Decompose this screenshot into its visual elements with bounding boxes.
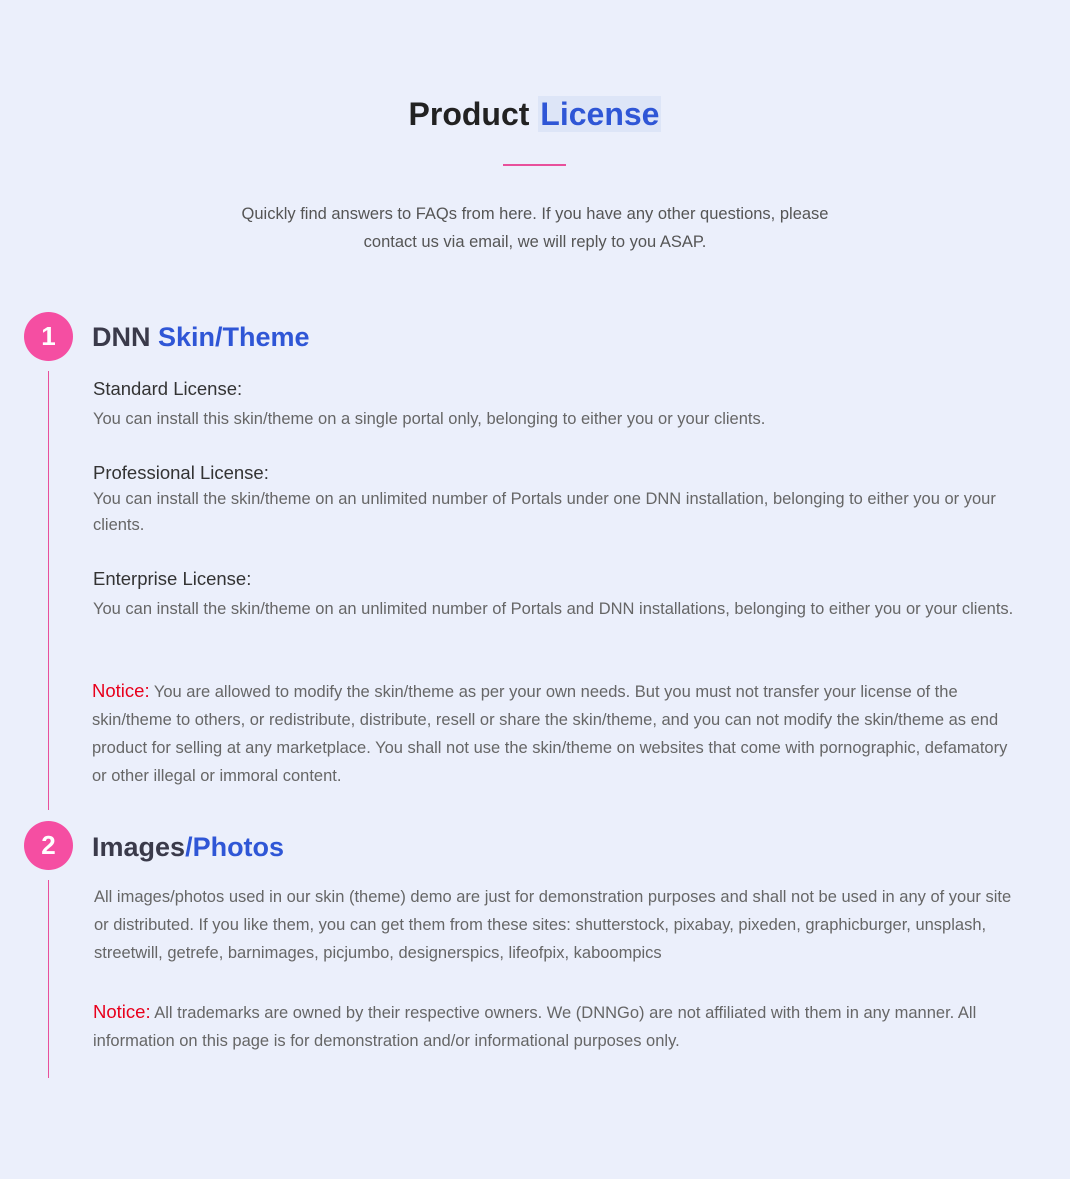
standard-license-text: You can install this skin/theme on a single portal only, belonging to either you or your clients. bbox=[93, 410, 766, 428]
section-title-main: DNN bbox=[92, 322, 151, 352]
section-title-accent: /Photos bbox=[185, 832, 285, 862]
section-timeline-line bbox=[48, 880, 49, 1078]
section-title-skin-theme bbox=[92, 319, 310, 355]
professional-license-heading: Professional License: bbox=[93, 462, 269, 483]
notice-label: Notice: bbox=[93, 1001, 151, 1022]
trademark-notice bbox=[93, 998, 1018, 1055]
professional-license-text: You can install the skin/theme on an unlimited number of Portals under one DNN installation, belonging to either you or your clients. bbox=[93, 490, 996, 534]
notice-text: All trademarks are owned by their respective owners. We (DNNGo) are not affiliated with them in any manner. All information on this page is for demonstration and/or informational purposes only. bbox=[93, 1004, 977, 1050]
page-title bbox=[0, 92, 1070, 136]
notice-label: Notice: bbox=[92, 680, 150, 701]
intro-text bbox=[185, 200, 885, 256]
title-divider bbox=[503, 164, 566, 166]
images-body-text: All images/photos used in our skin (theme) demo are just for demonstration purposes and shall not be used in any of your site or distributed. If you like them, you can get them from these sites: shutterstock, pixabay, pixeden, graphicburger, unsplash, streetwill, getrefe, barnimages, picjumbo, designerspics, lifeofpix, kaboompics bbox=[94, 888, 1012, 962]
intro-line-2: contact us via email, we will reply to you ASAP. bbox=[363, 233, 707, 251]
page-title-main: Product bbox=[408, 96, 530, 132]
license-notice bbox=[92, 677, 1017, 790]
section-title-main: Images bbox=[92, 832, 186, 862]
section-number-badge: 1 bbox=[24, 312, 73, 361]
page-title-accent: License bbox=[540, 96, 660, 132]
enterprise-license-heading: Enterprise License: bbox=[93, 568, 252, 589]
section-number-badge: 2 bbox=[24, 821, 73, 870]
enterprise-license-text: You can install the skin/theme on an unlimited number of Portals and DNN installations, belonging to either you or your clients. bbox=[93, 600, 1014, 618]
intro-line-1: Quickly find answers to FAQs from here. If you have any other questions, please bbox=[241, 205, 829, 223]
section-title-accent: Skin/Theme bbox=[158, 322, 310, 352]
standard-license-heading: Standard License: bbox=[93, 378, 243, 399]
section-title-images-photos bbox=[92, 829, 284, 865]
section-timeline-line bbox=[48, 371, 49, 810]
notice-text: You are allowed to modify the skin/theme as per your own needs. But you must not transfer your license of the skin/theme to others, or redistribute, distribute, resell or share the skin/theme, and you can not modify the skin/theme as end product for selling at any marketplace. You shall not use the skin/theme on websites that come with pornographic, defamatory or other illegal or immoral content. bbox=[92, 683, 1008, 785]
